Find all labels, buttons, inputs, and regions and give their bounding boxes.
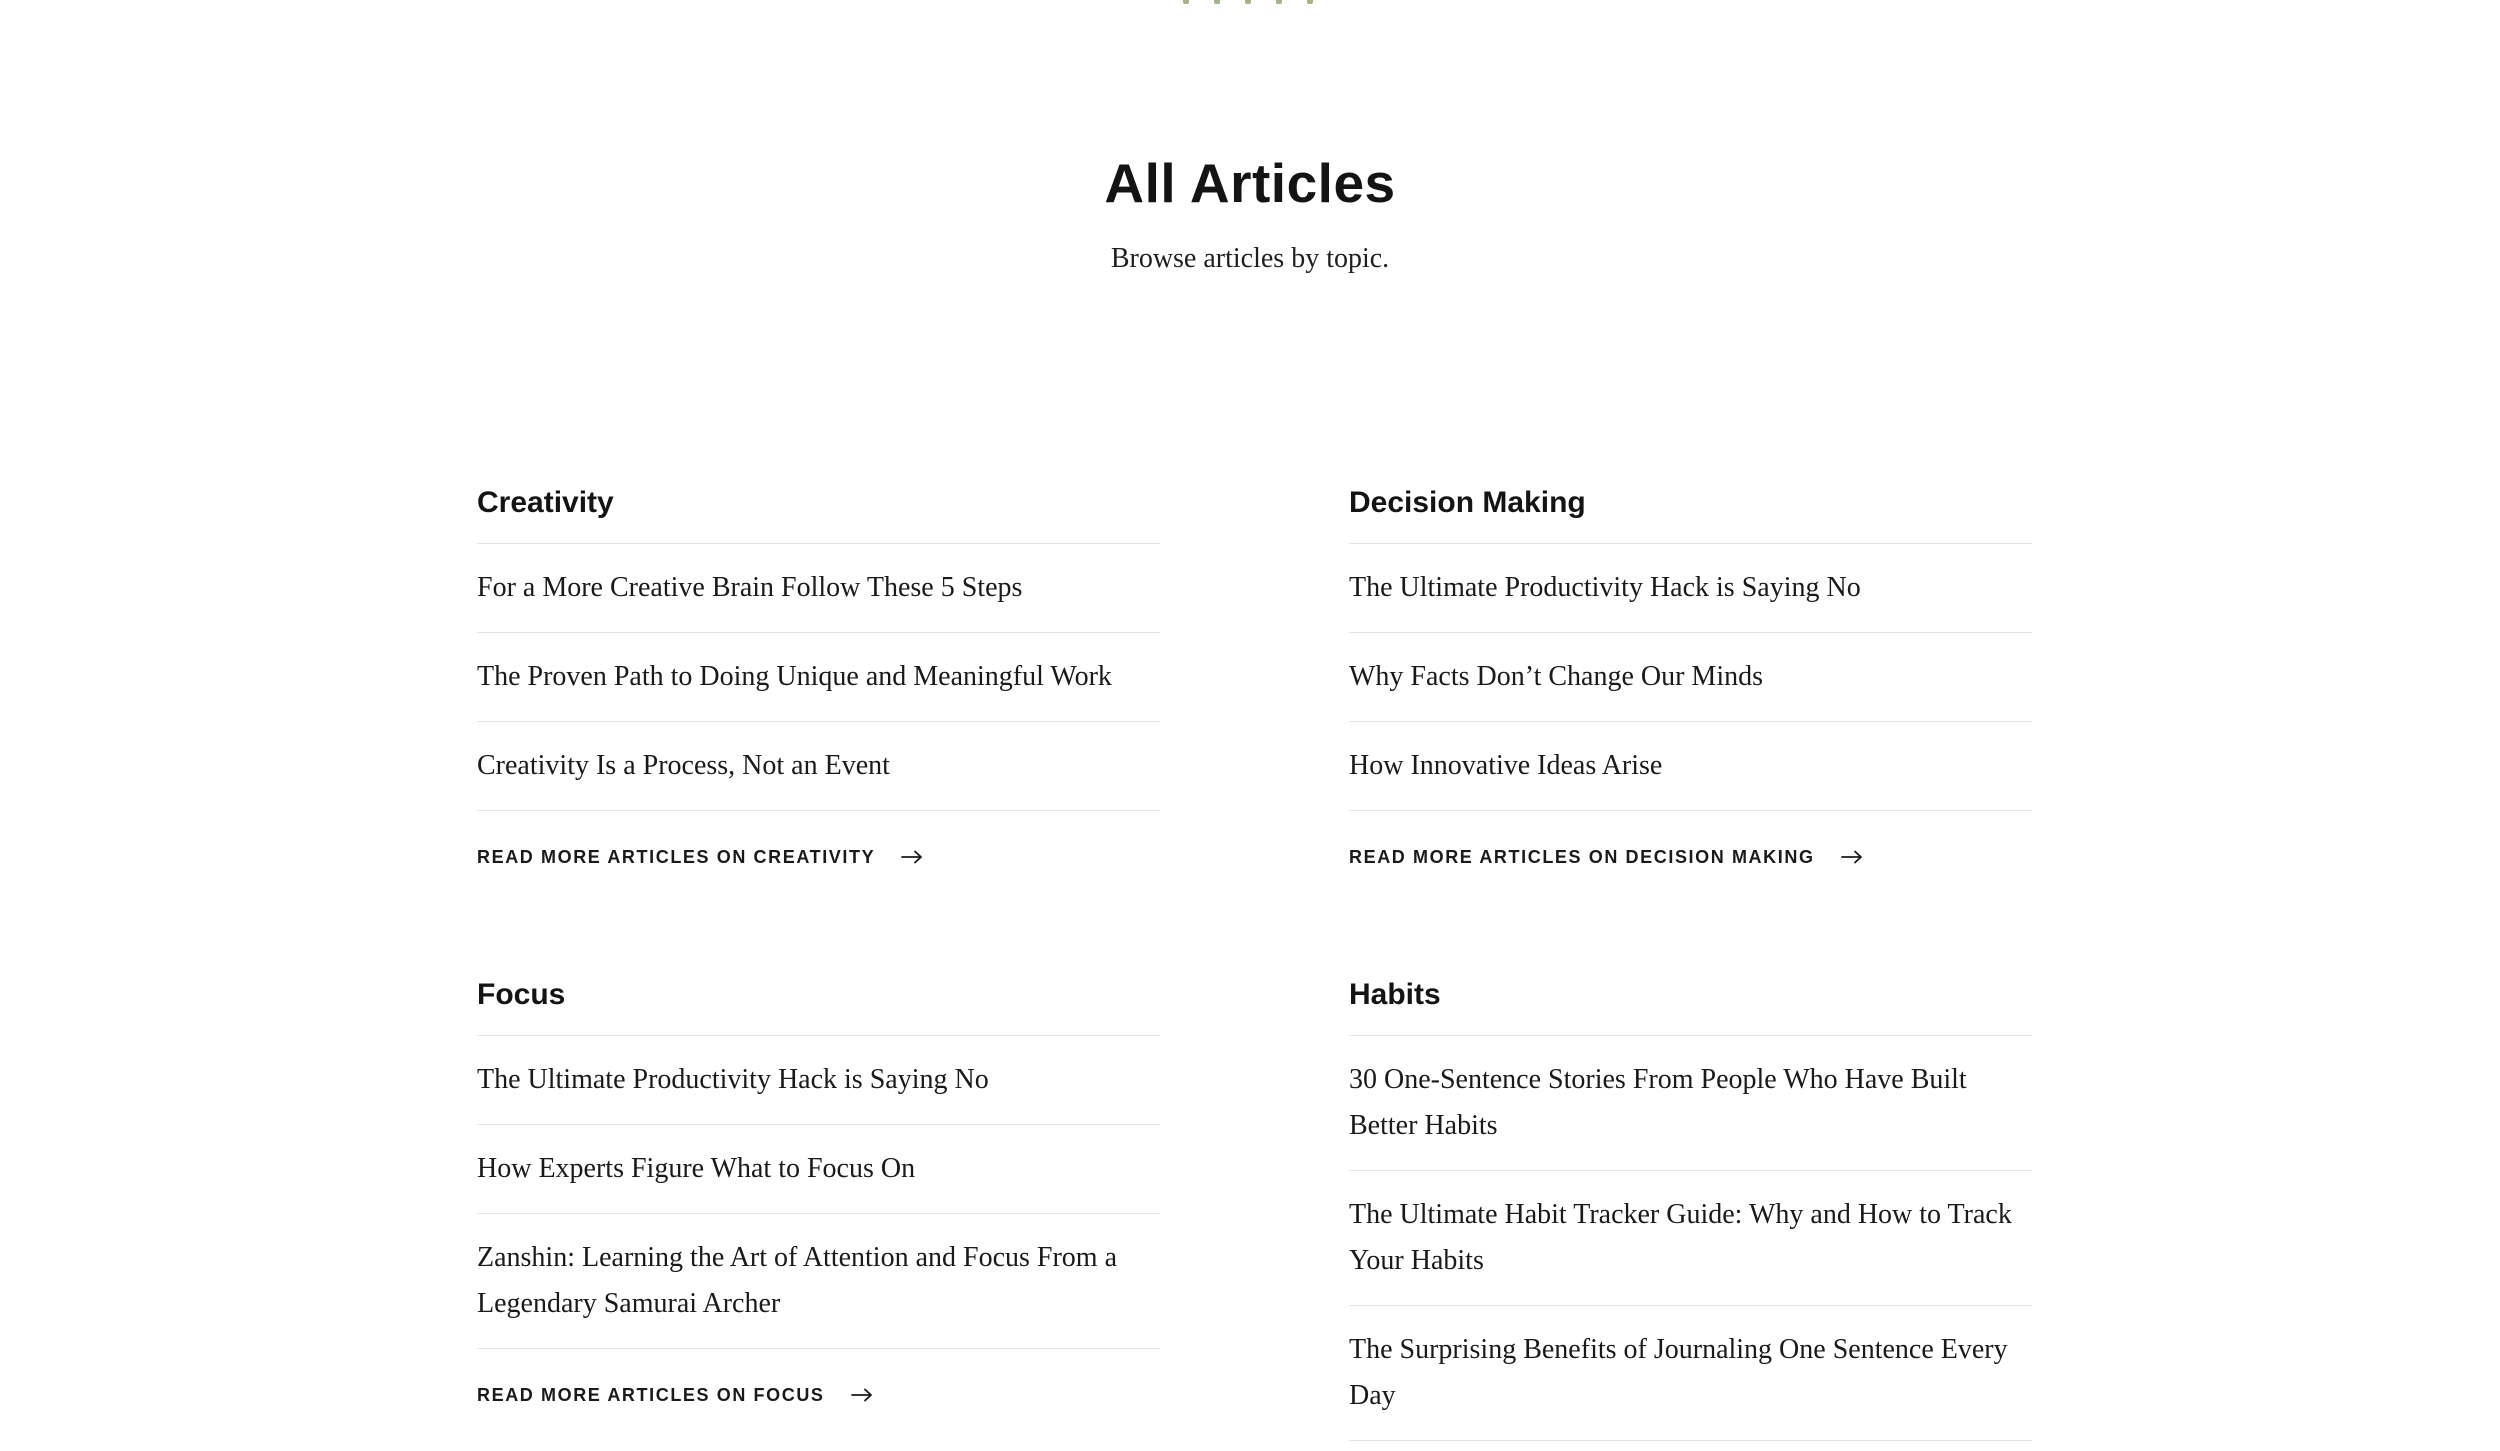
dot <box>1214 0 1220 4</box>
read-more-link-focus[interactable] <box>477 1383 1160 1407</box>
read-more-label: READ MORE ARTICLES ON FOCUS <box>477 1385 825 1405</box>
page-header <box>0 145 2500 279</box>
arrow-right-icon <box>1841 850 1863 864</box>
topic-section-decision-making <box>1349 483 2032 869</box>
arrow-right-icon <box>901 850 923 864</box>
topic-heading: Creativity <box>477 483 1160 544</box>
list-item <box>1349 633 2032 722</box>
article-link[interactable]: Why Facts Don’t Change Our Minds <box>1349 661 1763 692</box>
article-link[interactable]: The Proven Path to Doing Unique and Meaningful Work <box>477 661 1112 692</box>
topic-heading: Decision Making <box>1349 483 2032 544</box>
list-item <box>477 1125 1160 1214</box>
read-more-link-decision-making[interactable] <box>1349 845 2032 869</box>
article-list <box>477 1036 1160 1349</box>
article-link[interactable]: For a More Creative Brain Follow These 5 Steps <box>477 572 1023 603</box>
list-item <box>1349 1171 2032 1306</box>
article-list <box>1349 544 2032 811</box>
list-item <box>477 1214 1160 1349</box>
list-item <box>477 633 1160 722</box>
read-more-label: READ MORE ARTICLES ON DECISION MAKING <box>1349 847 1815 867</box>
topic-section-focus <box>477 975 1160 1407</box>
article-link[interactable]: The Ultimate Productivity Hack is Saying No <box>1349 572 1861 603</box>
list-item <box>477 722 1160 811</box>
read-more-link-creativity[interactable] <box>477 845 1160 869</box>
list-item <box>1349 1306 2032 1441</box>
page-subtitle: Browse articles by topic. <box>1110 243 1390 274</box>
list-item <box>1349 1036 2032 1171</box>
article-link[interactable]: 30 One-Sentence Stories From People Who Have Built Better Habits <box>1349 1064 1967 1141</box>
topic-heading: Habits <box>1349 975 2032 1036</box>
article-link[interactable]: The Ultimate Productivity Hack is Saying No <box>477 1064 989 1095</box>
topic-heading: Focus <box>477 975 1160 1036</box>
article-link[interactable]: How Experts Figure What to Focus On <box>477 1153 916 1184</box>
article-list <box>1349 1036 2032 1441</box>
topic-section-habits <box>1349 975 2032 1441</box>
dot <box>1245 0 1251 4</box>
article-link[interactable]: Zanshin: Learning the Art of Attention and Focus From a Legendary Samurai Archer <box>477 1242 1118 1319</box>
list-item <box>477 1036 1160 1125</box>
dot <box>1307 0 1313 4</box>
list-item <box>1349 722 2032 811</box>
top-dot-divider <box>1183 0 1313 4</box>
article-list <box>477 544 1160 811</box>
list-item <box>1349 544 2032 633</box>
article-link[interactable]: Creativity Is a Process, Not an Event <box>477 750 890 781</box>
article-link[interactable]: How Innovative Ideas Arise <box>1349 750 1663 781</box>
dot <box>1183 0 1189 4</box>
article-link[interactable]: The Ultimate Habit Tracker Guide: Why and How to Track Your Habits <box>1349 1199 2012 1276</box>
page-title: All Articles <box>1104 152 1396 214</box>
list-item <box>477 544 1160 633</box>
dot <box>1276 0 1282 4</box>
article-link[interactable]: The Surprising Benefits of Journaling One Sentence Every Day <box>1349 1334 2008 1411</box>
arrow-right-icon <box>851 1388 873 1402</box>
topic-section-creativity <box>477 483 1160 869</box>
read-more-label: READ MORE ARTICLES ON CREATIVITY <box>477 847 876 867</box>
